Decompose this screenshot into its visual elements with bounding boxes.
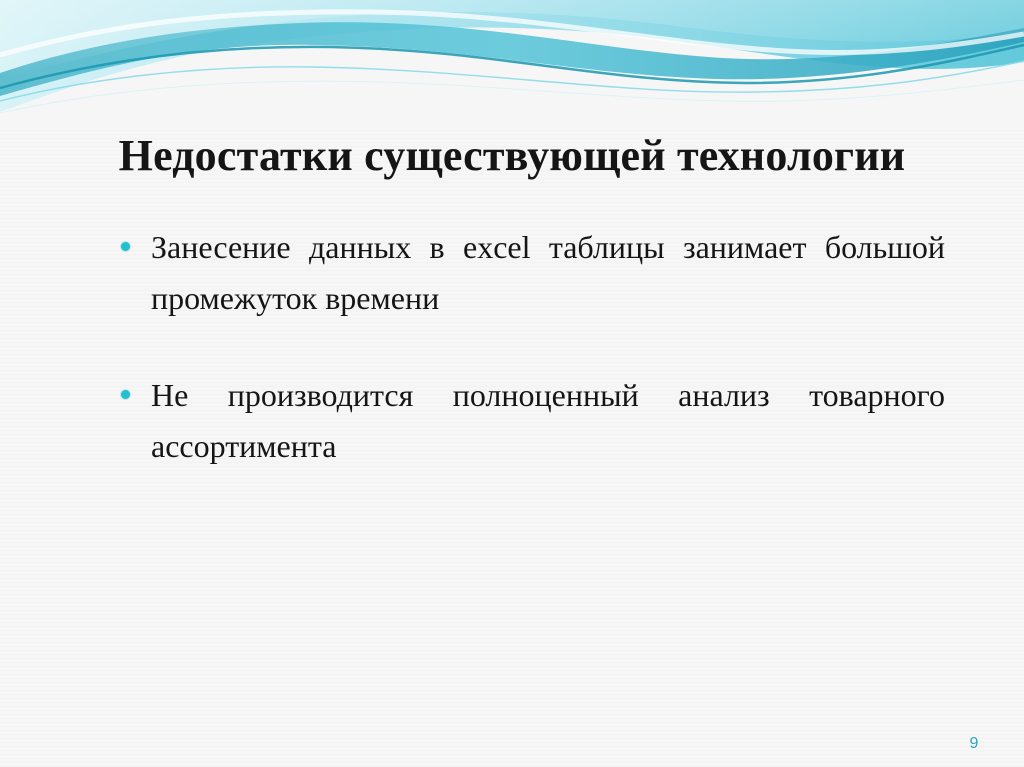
decorative-wave-header — [0, 0, 1024, 130]
bullet-icon — [121, 390, 130, 399]
bullet-text-data-entry: Занесение данных в excel таблицы занимает большой промежуток времени — [151, 229, 945, 316]
bullet-list — [115, 222, 945, 472]
list-item-assortment-analysis — [115, 370, 945, 472]
bullet-text-assortment-analysis: Не производится полноценный анализ товарного ассортимента — [151, 377, 945, 464]
slide-title: Недостатки существующей технологии — [118, 131, 906, 180]
slide-number: 9 — [969, 735, 979, 752]
list-item-data-entry — [115, 222, 945, 324]
bullet-icon — [121, 242, 130, 251]
